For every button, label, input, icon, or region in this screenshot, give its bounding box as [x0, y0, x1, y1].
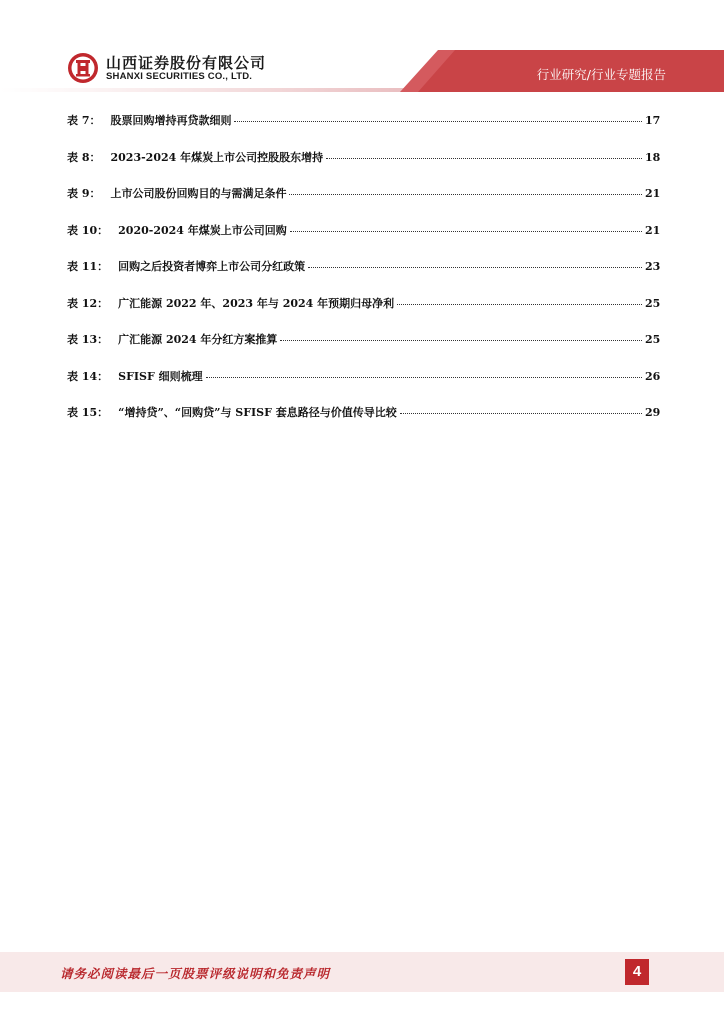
toc-entry-title: 广汇能源 2024 年分红方案推算	[118, 333, 278, 346]
toc-entry[interactable]	[67, 258, 661, 295]
toc-dot-leader	[280, 340, 642, 341]
toc-entry-page: 23	[645, 260, 661, 273]
toc-dot-leader	[289, 194, 642, 195]
toc-entry-number: 表 9：	[67, 187, 101, 200]
disclaimer-notice: 请务必阅读最后一页股票评级说明和免责声明	[60, 966, 331, 981]
toc-entry-page: 17	[645, 114, 661, 127]
toc-entry[interactable]	[67, 368, 661, 405]
toc-entry-page: 21	[645, 187, 661, 200]
toc-entry-number: 表 8：	[67, 150, 101, 164]
toc-entry-number: 表 14：	[67, 369, 109, 383]
toc-entry-page: 25	[645, 333, 661, 346]
toc-entry-title: 上市公司股份回购目的与需满足条件	[110, 187, 287, 200]
toc-entry[interactable]	[67, 404, 661, 441]
toc-entry-number: 表 7：	[67, 114, 101, 127]
toc-entry-page: 29	[645, 406, 661, 419]
toc-entry[interactable]	[67, 112, 661, 149]
report-category: 行业研究/行业专题报告	[536, 67, 666, 82]
toc-entry[interactable]	[67, 149, 661, 186]
toc-entry-title: 回购之后投资者博弈上市公司分红政策	[118, 260, 306, 273]
toc-entry[interactable]	[67, 295, 661, 332]
toc-dot-leader	[234, 121, 642, 122]
toc-entry-title: SFISF 细则梳理	[118, 369, 203, 383]
toc-entry-number: 表 13：	[67, 333, 109, 346]
toc-entry-page: 18	[645, 150, 661, 164]
toc-entry-page: 25	[645, 296, 661, 310]
toc-entry-number: 表 10：	[67, 223, 109, 237]
toc-entry[interactable]	[67, 222, 661, 259]
toc-entry-title: 2020-2024 年煤炭上市公司回购	[118, 223, 287, 237]
toc-entry-title: 股票回购增持再贷款细则	[110, 114, 232, 127]
company-name-en: SHANXI SECURITIES CO., LTD.	[106, 71, 253, 82]
company-name-cn: 山西证券股份有限公司	[106, 54, 267, 72]
toc-entry[interactable]	[67, 185, 661, 222]
toc-entry-number: 表 12：	[67, 296, 109, 310]
toc-dot-leader	[326, 158, 642, 159]
toc-entry-page: 21	[645, 223, 661, 237]
page-footer	[0, 952, 724, 992]
page-header	[0, 0, 724, 100]
toc-entry-title: 2023-2024 年煤炭上市公司控股股东增持	[110, 150, 324, 164]
toc-entry[interactable]	[67, 331, 661, 368]
table-of-contents	[67, 112, 661, 441]
toc-dot-leader	[400, 413, 642, 414]
page-number: 4	[625, 959, 649, 985]
toc-entry-number: 表 11：	[67, 260, 109, 273]
toc-dot-leader	[206, 377, 642, 378]
toc-entry-page: 26	[645, 369, 661, 383]
toc-dot-leader	[290, 231, 642, 232]
toc-dot-leader	[397, 304, 642, 305]
toc-entry-number: 表 15：	[67, 406, 109, 419]
company-logo-icon	[67, 52, 99, 84]
toc-entry-title: 广汇能源 2022 年、2023 年与 2024 年预期归母净利	[118, 296, 395, 310]
toc-dot-leader	[308, 267, 642, 268]
toc-entry-title: “增持贷”、“回购贷”与 SFISF 套息路径与价值传导比较	[118, 406, 397, 419]
